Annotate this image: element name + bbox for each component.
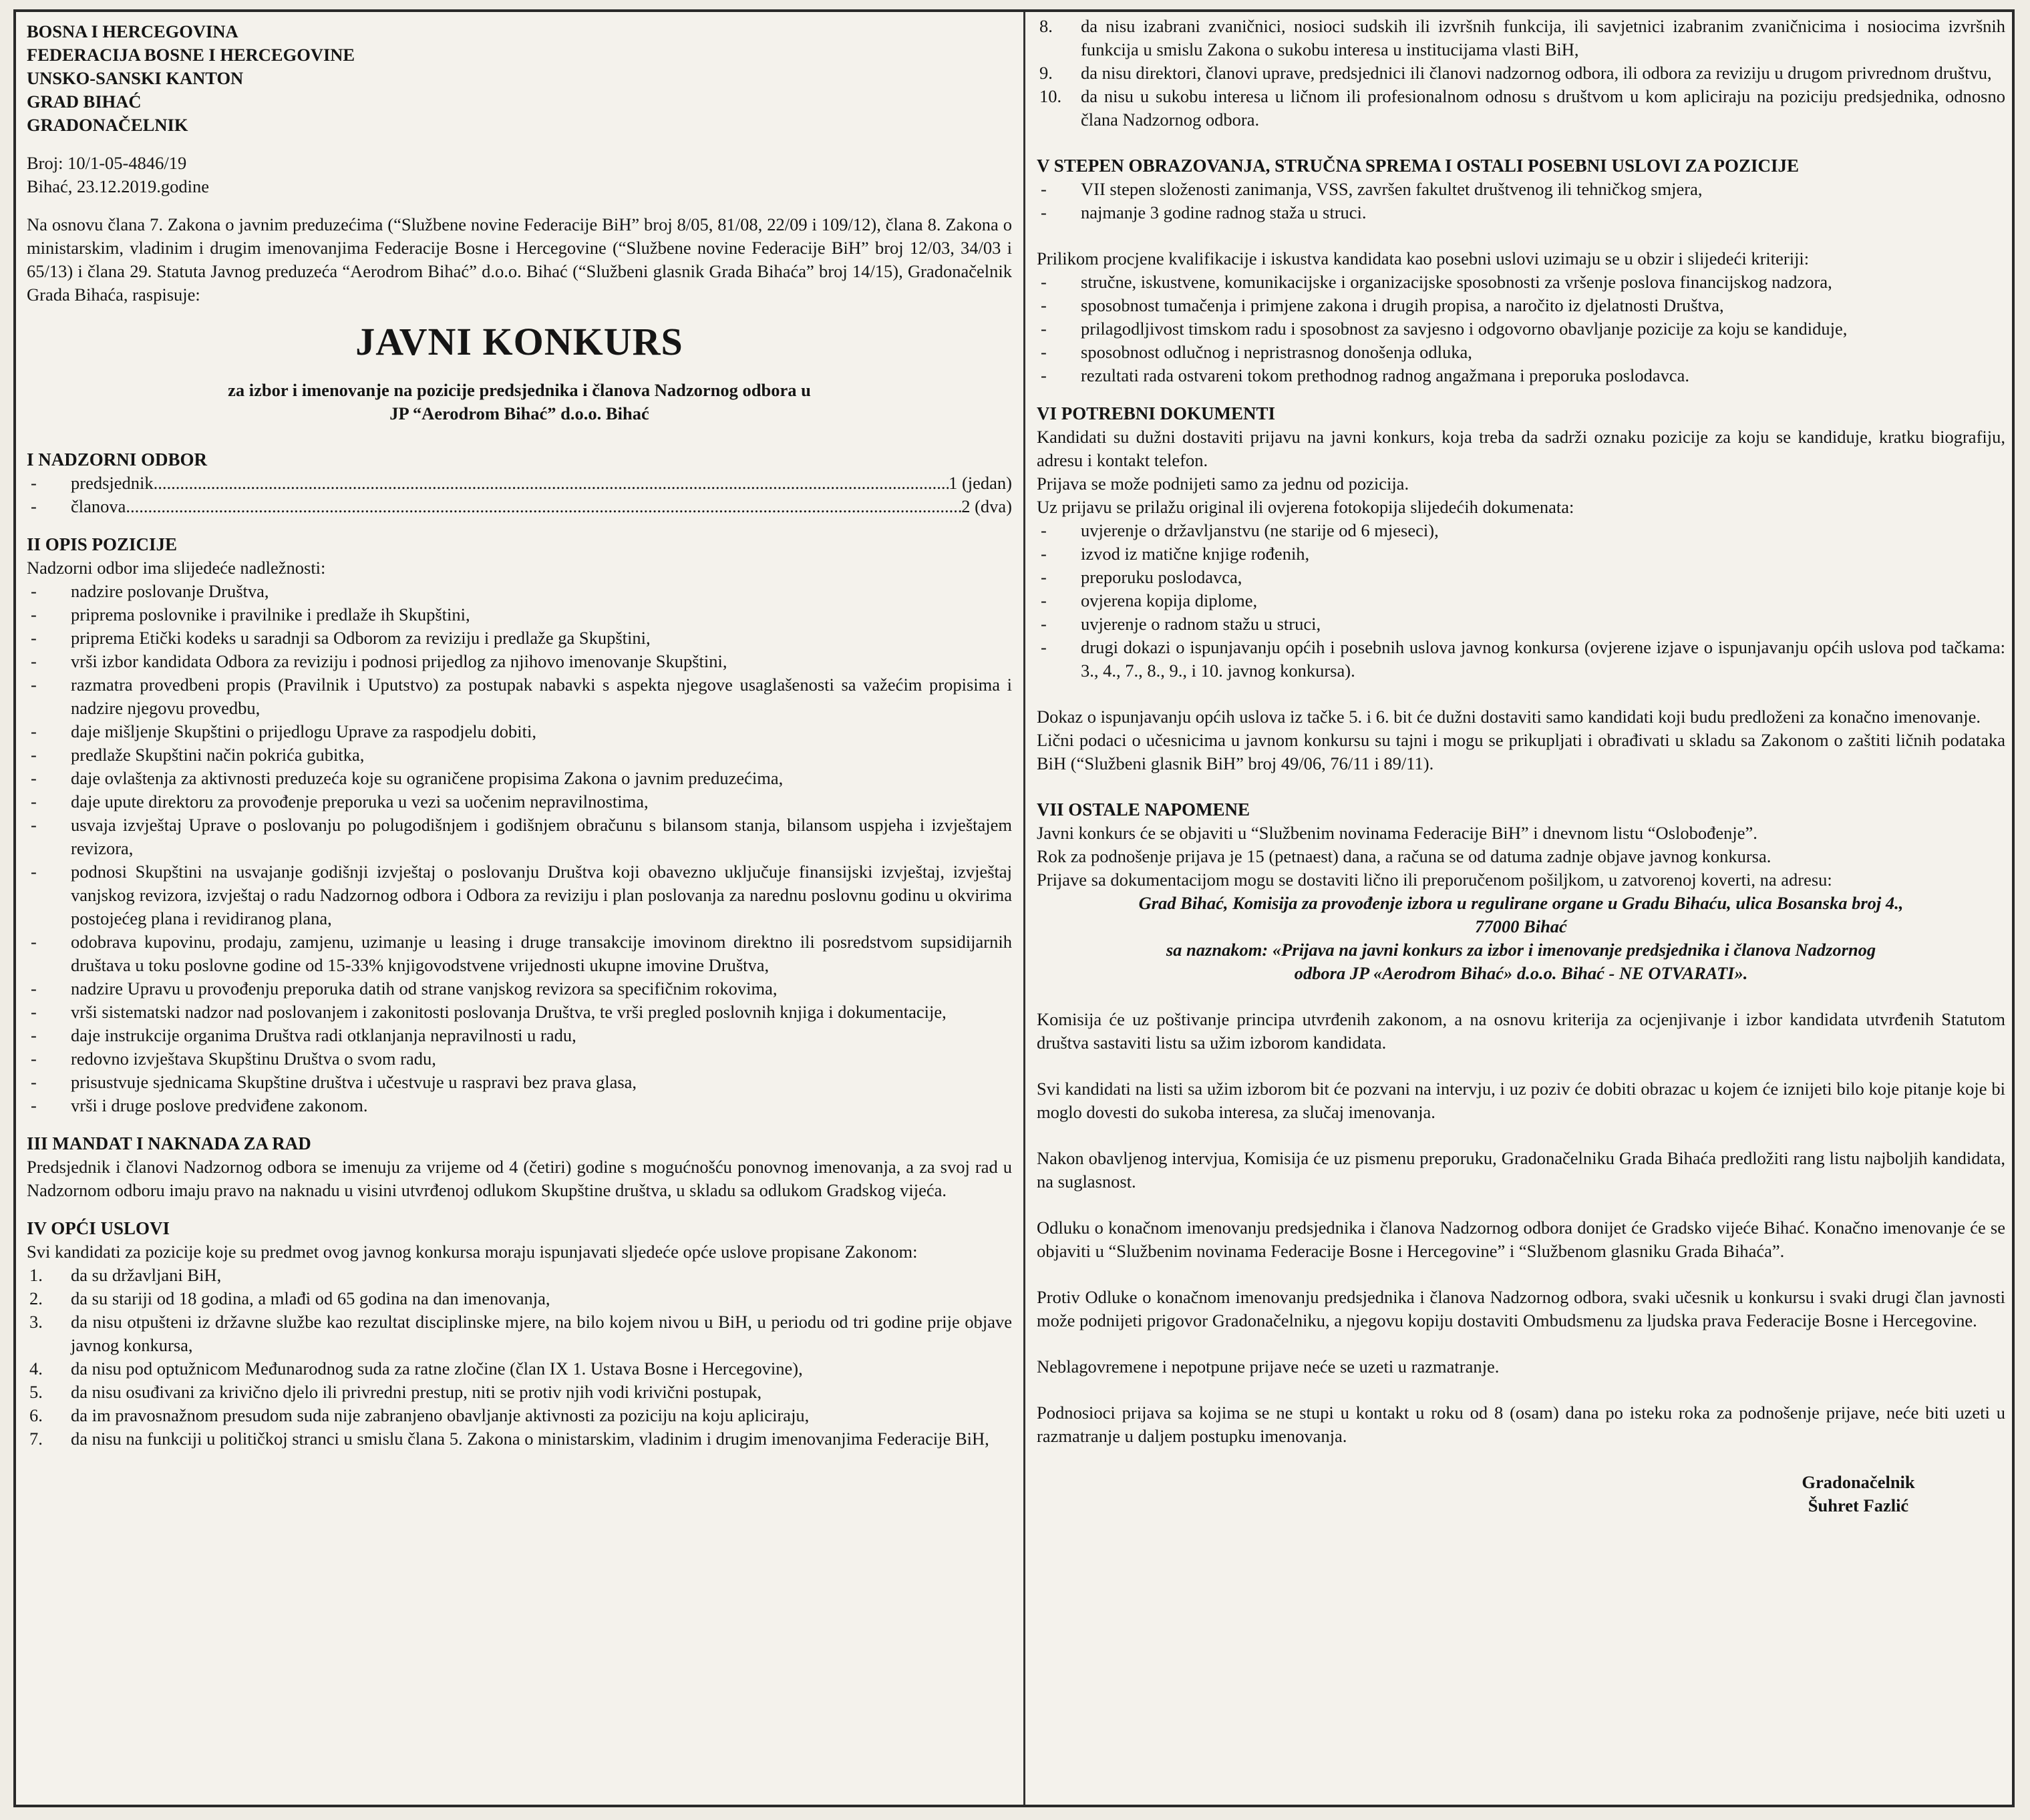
notes-text: Rok za podnošenje prijava je 15 (petnaest) dana, a računa se od datuma zadnje objave javnog konkursa. xyxy=(1037,846,1771,866)
section-heading: VI POTREBNI DOKUMENTI xyxy=(1037,403,1276,423)
requirement-item: - VII stepen složenosti zanimanja, VSS, završen fakultet društvenog ili tehničkog smjera, xyxy=(1037,178,2005,201)
position-count: 1 (jedan) xyxy=(949,473,1012,493)
condition-item: 2. da su stariji od 18 godina, a mlađi od 65 godina na dan imenovanja, xyxy=(29,1288,550,1308)
duty-item: - razmatra provedbeni propis (Pravilnik i Uputstvo) za postupak nabavki s aspekta njegove usaglašenosti sa važećim propisima i nadzire njegovu provedbu, xyxy=(27,673,1012,720)
issue-date: Bihać, 23.12.2019.godine xyxy=(27,176,210,196)
documents-text: Kandidati su dužni dostaviti prijavu na javni konkurs, koja treba da sadrži oznaku pozicije za koju se kandiduje, kratku biografiju, adresu i kontakt telefon. xyxy=(1037,427,2005,470)
notes-text: Podnosioci prijava sa kojima se ne stupi u kontakt u roku od 8 (osam) dana po isteku roka za podnošenje prijave, neće biti uzeti u razmatranje u daljem postupku imenovanja. xyxy=(1037,1403,2005,1446)
section-lead: Nadzorni odbor ima slijedeće nadležnosti: xyxy=(27,558,326,578)
signature-name: Šuhret Fazlić xyxy=(1808,1495,1909,1515)
duty-item: - vrši izbor kandidata Odbora za reviziju i podnosi prijedlog za njihovo imenovanje Skupštini, xyxy=(27,650,1012,673)
notes-text: Prijave sa dokumentacijom mogu se dostaviti lično ili preporučenom pošiljkom, u zatvorenoj koverti, na adresu: xyxy=(1037,870,1832,890)
duty-item: - priprema Etički kodeks u saradnji sa Odborom za reviziju i predlaže ga Skupštini, xyxy=(27,626,1012,650)
duty-item: - vrši sistematski nadzor nad poslovanjem i zakonitosti poslovanja Društva, te vrši pregled poslovnih knjiga i dokumentacije, xyxy=(27,1000,1012,1024)
duty-item: - prisustvuje sjednicama Skupštine društva i učestvuje u raspravi bez prava glasa, xyxy=(27,1071,1012,1094)
condition-item: 10. da nisu u sukobu interesa u ličnom ili profesionalnom odnosu s društvom u kom apliciraju na poziciju predsjednika, odnosno člana Nadzornog odbora. xyxy=(1039,86,2005,130)
duty-item: - daje instrukcije organima Društva radi otklanjanja nepravilnosti u radu, xyxy=(27,1024,1012,1047)
reference-number: Broj: 10/1-05-4846/19 xyxy=(27,153,187,173)
section-mandat xyxy=(27,1132,1012,1202)
condition-item: 1. da su državljani BiH, xyxy=(29,1265,222,1285)
criteria-lead: Prilikom procjene kvalifikacije i iskustva kandidata kao posebni uslovi uzimaju se u obzir i slijedeći kriteriji: xyxy=(1037,248,1810,268)
documents-text: Prijava se može podnijeti samo za jednu od pozicija. xyxy=(1037,474,1409,494)
duty-item: - daje ovlaštenja za aktivnosti preduzeća koje su ograničene propisima Zakona o javnim preduzećima, xyxy=(27,767,1012,790)
documents-text: Uz prijavu se prilažu original ili ovjerena fotokopija slijedećih dokumenata: xyxy=(1037,497,1574,517)
condition-item: 9. da nisu direktori, članovi uprave, predsjednici ili članovi nadzornog odbora, ili odbora za reviziju u drugom privrednom društvu, xyxy=(1039,63,1992,83)
duty-item: - predlaže Skupštini način pokrića gubitka, xyxy=(27,743,1012,767)
duty-item: - daje mišljenje Skupštini o prijedlogu Uprave za raspodjelu dobiti, xyxy=(27,720,1012,743)
duty-item: - priprema poslovnike i pravilnike i predlaže ih Skupštini, xyxy=(27,603,1012,626)
notes-text: Protiv Odluke o konačnom imenovanju predsjednika i članova Nadzornog odbora, svaki učesnik u konkursu i svaki drugi član javnosti može podnijeti prigovor Gradonačelniku, a njegovu kopiju dostaviti Ombudsmenu za ljudska prava Federacije Bosne i Hercegovine. xyxy=(1037,1287,2005,1330)
legal-basis-intro: Na osnovu člana 7. Zakona o javnim preduzećima (“Službene novine Federacije BiH” broj 8/05, 81/08, 22/09 i 109/12), člana 8. Zakona o ministarskim, vladinim i drugim imenovanjima Federacije Bosne i Hercegovine (“Službene novine Federacije BiH” broj 12/03, 34/03 i 65/13) i člana 29. Statuta Javnog preduzeća “Aerodrom Bihać” d.o.o. Bihać (“Službeni glasnik Grada Bihaća” broj 14/15), Gradonačelnik Grada Bihaća, raspisuje: xyxy=(27,214,1012,305)
criteria-item: - stručne, iskustvene, komunikacijske i organizacijske sposobnosti za vršenje poslova financijskog nadzora, xyxy=(1037,270,2005,294)
position-item xyxy=(27,495,1012,518)
condition-item: 8. da nisu izabrani zvaničnici, nosioci sudskih ili izvršnih funkcija, ili savjetnici izabranim zvaničnicima i nosiocima izvršnih funkcija u smislu Zakona o sukobu interesa u institucijama vlasti BiH, xyxy=(1039,16,2005,59)
column-divider xyxy=(1023,12,1025,1805)
section-napomene xyxy=(1037,798,2005,1448)
document-subtitle: za izbor i imenovanje na pozicije predsjednika i članova Nadzornog odbora u xyxy=(228,380,811,400)
duty-item: - daje upute direktoru za provođenje preporuka u vezi sa uočenim nepravilnostima, xyxy=(27,790,1012,813)
duty-item: - redovno izvještava Skupštinu Društva o svom radu, xyxy=(27,1047,1012,1071)
document-item: - izvod iz matične knjige rođenih, xyxy=(1037,542,2005,566)
notice-page xyxy=(13,9,2015,1807)
criteria-item: - sposobnost tumačenja i primjene zakona i drugih propisa, a naročito iz djelatnosti Društva, xyxy=(1037,294,2005,317)
signature-title: Gradonačelnik xyxy=(1802,1472,1915,1492)
document-item: - uvjerenje o državljanstvu (ne starije od 6 mjeseci), xyxy=(1037,519,2005,542)
conditions-continued xyxy=(1037,15,2005,132)
condition-item: 6. da im pravosnažnom presudom suda nije zabranjeno obavljanje aktivnosti za poziciju na koju apliciraju, xyxy=(29,1405,810,1425)
section-heading: VII OSTALE NAPOMENE xyxy=(1037,799,1250,820)
section-heading: III MANDAT I NAKNADA ZA RAD xyxy=(27,1133,311,1153)
notes-text: Nakon obavljenog intervjua, Komisija će uz pismenu preporuku, Gradonačelniku Grada Bihaća predložiti rang listu najboljih kandidata, na suglasnost. xyxy=(1037,1148,2005,1192)
issuer-line: UNSKO-SANSKI KANTON xyxy=(27,68,244,88)
issuer-line: FEDERACIJA BOSNE I HERCEGOVINE xyxy=(27,45,355,65)
submission-address: 77000 Bihać xyxy=(1475,916,1567,936)
section-opci-uslovi xyxy=(27,1217,1012,1451)
issuer-line: BOSNA I HERCEGOVINA xyxy=(27,21,238,41)
section-nadzorni-odbor xyxy=(27,448,1012,518)
duty-item: - nadzire Upravu u provođenju preporuka datih od strane vanjskog revizora sa specifičnim rokovima, xyxy=(27,977,1012,1000)
section-obrazovanje xyxy=(1037,154,2005,387)
condition-item: 7. da nisu na funkciji u političkoj stranci u smislu člana 5. Zakona o ministarskim, vladinim i drugim imenovanjima Federacije BiH, xyxy=(29,1429,989,1449)
section-heading: IV OPĆI USLOVI xyxy=(27,1218,170,1238)
condition-item: 5. da nisu osuđivani za krivično djelo ili privredni prestup, niti se protiv njih vodi krivični postupak, xyxy=(29,1382,762,1402)
section-dokumenti xyxy=(1037,402,2005,775)
envelope-marking: sa naznakom: «Prijava na javni konkurs za izbor i imenovanje predsjednika i članova Nadzornog xyxy=(1166,940,1876,960)
position-count: 2 (dva) xyxy=(961,496,1012,516)
section-opis-pozicije xyxy=(27,533,1012,1117)
duty-item: - nadzire poslovanje Društva, xyxy=(27,580,1012,603)
signature-block xyxy=(1037,1471,2005,1517)
section-heading: II OPIS POZICIJE xyxy=(27,534,178,554)
notes-text: Odluku o konačnom imenovanju predsjednika i članova Nadzornog odbora donijet će Gradsko vijeće Bihać. Konačno imenovanje će se objaviti u “Službenim novinama Federacije Bosne i Hercegovine” i “Službenom glasniku Grada Bihaća”. xyxy=(1037,1218,2005,1261)
document-item: - ovjerena kopija diplome, xyxy=(1037,589,2005,612)
issuer-line: GRADONAČELNIK xyxy=(27,115,188,135)
documents-text: Dokaz o ispunjavanju općih uslova iz tačke 5. i 6. bit će dužni dostaviti samo kandidati koji budu predloženi za konačno imenovanje. xyxy=(1037,707,1981,727)
section-heading: I NADZORNI ODBOR xyxy=(27,449,208,470)
notes-text: Komisija će uz poštivanje principa utvrđenih zakonom, a na osnovu kriterija za ocjenjivanje i izbor kandidata utvrđenih Statutom društva sastaviti listu sa užim izborom kandidata. xyxy=(1037,1009,2005,1053)
requirement-item: - najmanje 3 godine radnog staža u struci. xyxy=(1037,201,2005,224)
section-heading: V STEPEN OBRAZOVANJA, STRUČNA SPREMA I OSTALI POSEBNI USLOVI ZA POZICIJE xyxy=(1037,156,1800,176)
condition-item: 3. da nisu otpušteni iz državne službe kao rezultat disciplinske mjere, na bilo kojem nivou u BiH, u periodu od tri godine prije objave javnog konkursa, xyxy=(29,1312,1012,1355)
position-label: - predsjednik xyxy=(71,473,154,493)
duty-item: - podnosi Skupštini na usvajanje godišnji izvještaj o poslovanju Društva koji obavezno uključuje finansijski izvještaj, izvještaj vanjskog revizora, izvještaj o radu Nadzornog odbora i Odbora za reviziju i plan poslovanja za narednu poslovnu godinu u okvirima postojećeg plana i revidiranog plana, xyxy=(27,860,1012,930)
document-item: - drugi dokazi o ispunjavanju općih i posebnih uslova javnog konkursa (ovjerene izjave o ispunjavanju općih uslova pod tačkama: 3., 4., 7., 8., 9., i 10. javnog konkursa). xyxy=(1037,636,2005,683)
document-title: JAVNI KONKURS xyxy=(355,320,683,363)
criteria-item: - rezultati rada ostvareni tokom prethodnog radnog angažmana i preporuka poslodavca. xyxy=(1037,364,2005,387)
document-item: - preporuku poslodavca, xyxy=(1037,566,2005,589)
notes-text: Javni konkurs će se objaviti u “Službenim novinama Federacije BiH” i dnevnom listu “Oslobođenje”. xyxy=(1037,823,1757,843)
position-item xyxy=(27,472,1012,495)
duty-item: - odobrava kupovinu, prodaju, zamjenu, uzimanje u leasing i druge transakcije imovinom direktno ili posredstvom supsidijarnih društava u toku poslovne godine od 15-33% knjigovodstvene vrijednosti ukupne imovine Društva, xyxy=(27,930,1012,977)
condition-item: 4. da nisu pod optužnicom Međunarodnog suda za ratne zločine (član IX 1. Ustava Bosne i Hercegovine), xyxy=(29,1358,803,1379)
position-label: - članova xyxy=(71,496,126,516)
left-column xyxy=(27,20,1012,1451)
duty-item: - usvaja izvještaj Uprave o poslovanju po polugodišnjem i godišnjem obračunu s bilansom stanja, bilansom uspjeha i izvještajem revizora, xyxy=(27,813,1012,860)
criteria-item: - sposobnost odlučnog i nepristrasnog donošenja odluka, xyxy=(1037,341,2005,364)
document-subtitle: JP “Aerodrom Bihać” d.o.o. Bihać xyxy=(389,403,649,423)
notes-text: Neblagovremene i nepotpune prijave neće se uzeti u razmatranje. xyxy=(1037,1356,1500,1377)
envelope-marking: odbora JP «Aerodrom Bihać» d.o.o. Bihać - NE OTVARATI». xyxy=(1294,963,1748,983)
issuer-line: GRAD BIHAĆ xyxy=(27,92,142,112)
mandate-text: Predsjednik i članovi Nadzornog odbora se imenuju za vrijeme od 4 (četiri) godine s mogućnošću ponovnog imenovanja, a za svoj rad u Nadzornom odboru imaju pravo na naknadu u visini utvrđenoj odlukom Skupštine društva, u skladu sa odlukom Gradskog vijeća. xyxy=(27,1157,1012,1200)
section-lead: Svi kandidati za pozicije koje su predmet ovog javnog konkursa moraju ispunjavati sljedeće opće uslove propisane Zakonom: xyxy=(27,1242,918,1262)
submission-address: Grad Bihać, Komisija za provođenje izbora u regulirane organe u Gradu Bihaću, ulica Bosanska broj 4., xyxy=(1138,893,1904,913)
right-column xyxy=(1037,15,2005,1517)
document-item: - uvjerenje o radnom stažu u struci, xyxy=(1037,612,2005,636)
issuer-header xyxy=(27,20,1012,137)
documents-text: Lični podaci o učesnicima u javnom konkursu su tajni i mogu se prikupljati i obrađivati u skladu sa Zakonom o zaštiti ličnih podataka BiH (“Službeni glasnik BiH” broj 49/06, 76/11 i 89/11). xyxy=(1037,730,2005,773)
notes-text: Svi kandidati na listi sa užim izborom bit će pozvani na intervju, i uz poziv će dobiti obrazac u kojem će iznijeti bilo koje pitanje koje bi moglo dovesti do sukoba interesa, za slučaj imenovanja. xyxy=(1037,1079,2005,1122)
duty-item: - vrši i druge poslove predviđene zakonom. xyxy=(27,1094,1012,1117)
criteria-item: - prilagodljivost timskom radu i sposobnost za savjesno i odgovorno obavljanje pozicije za koju se kandiduje, xyxy=(1037,317,2005,341)
